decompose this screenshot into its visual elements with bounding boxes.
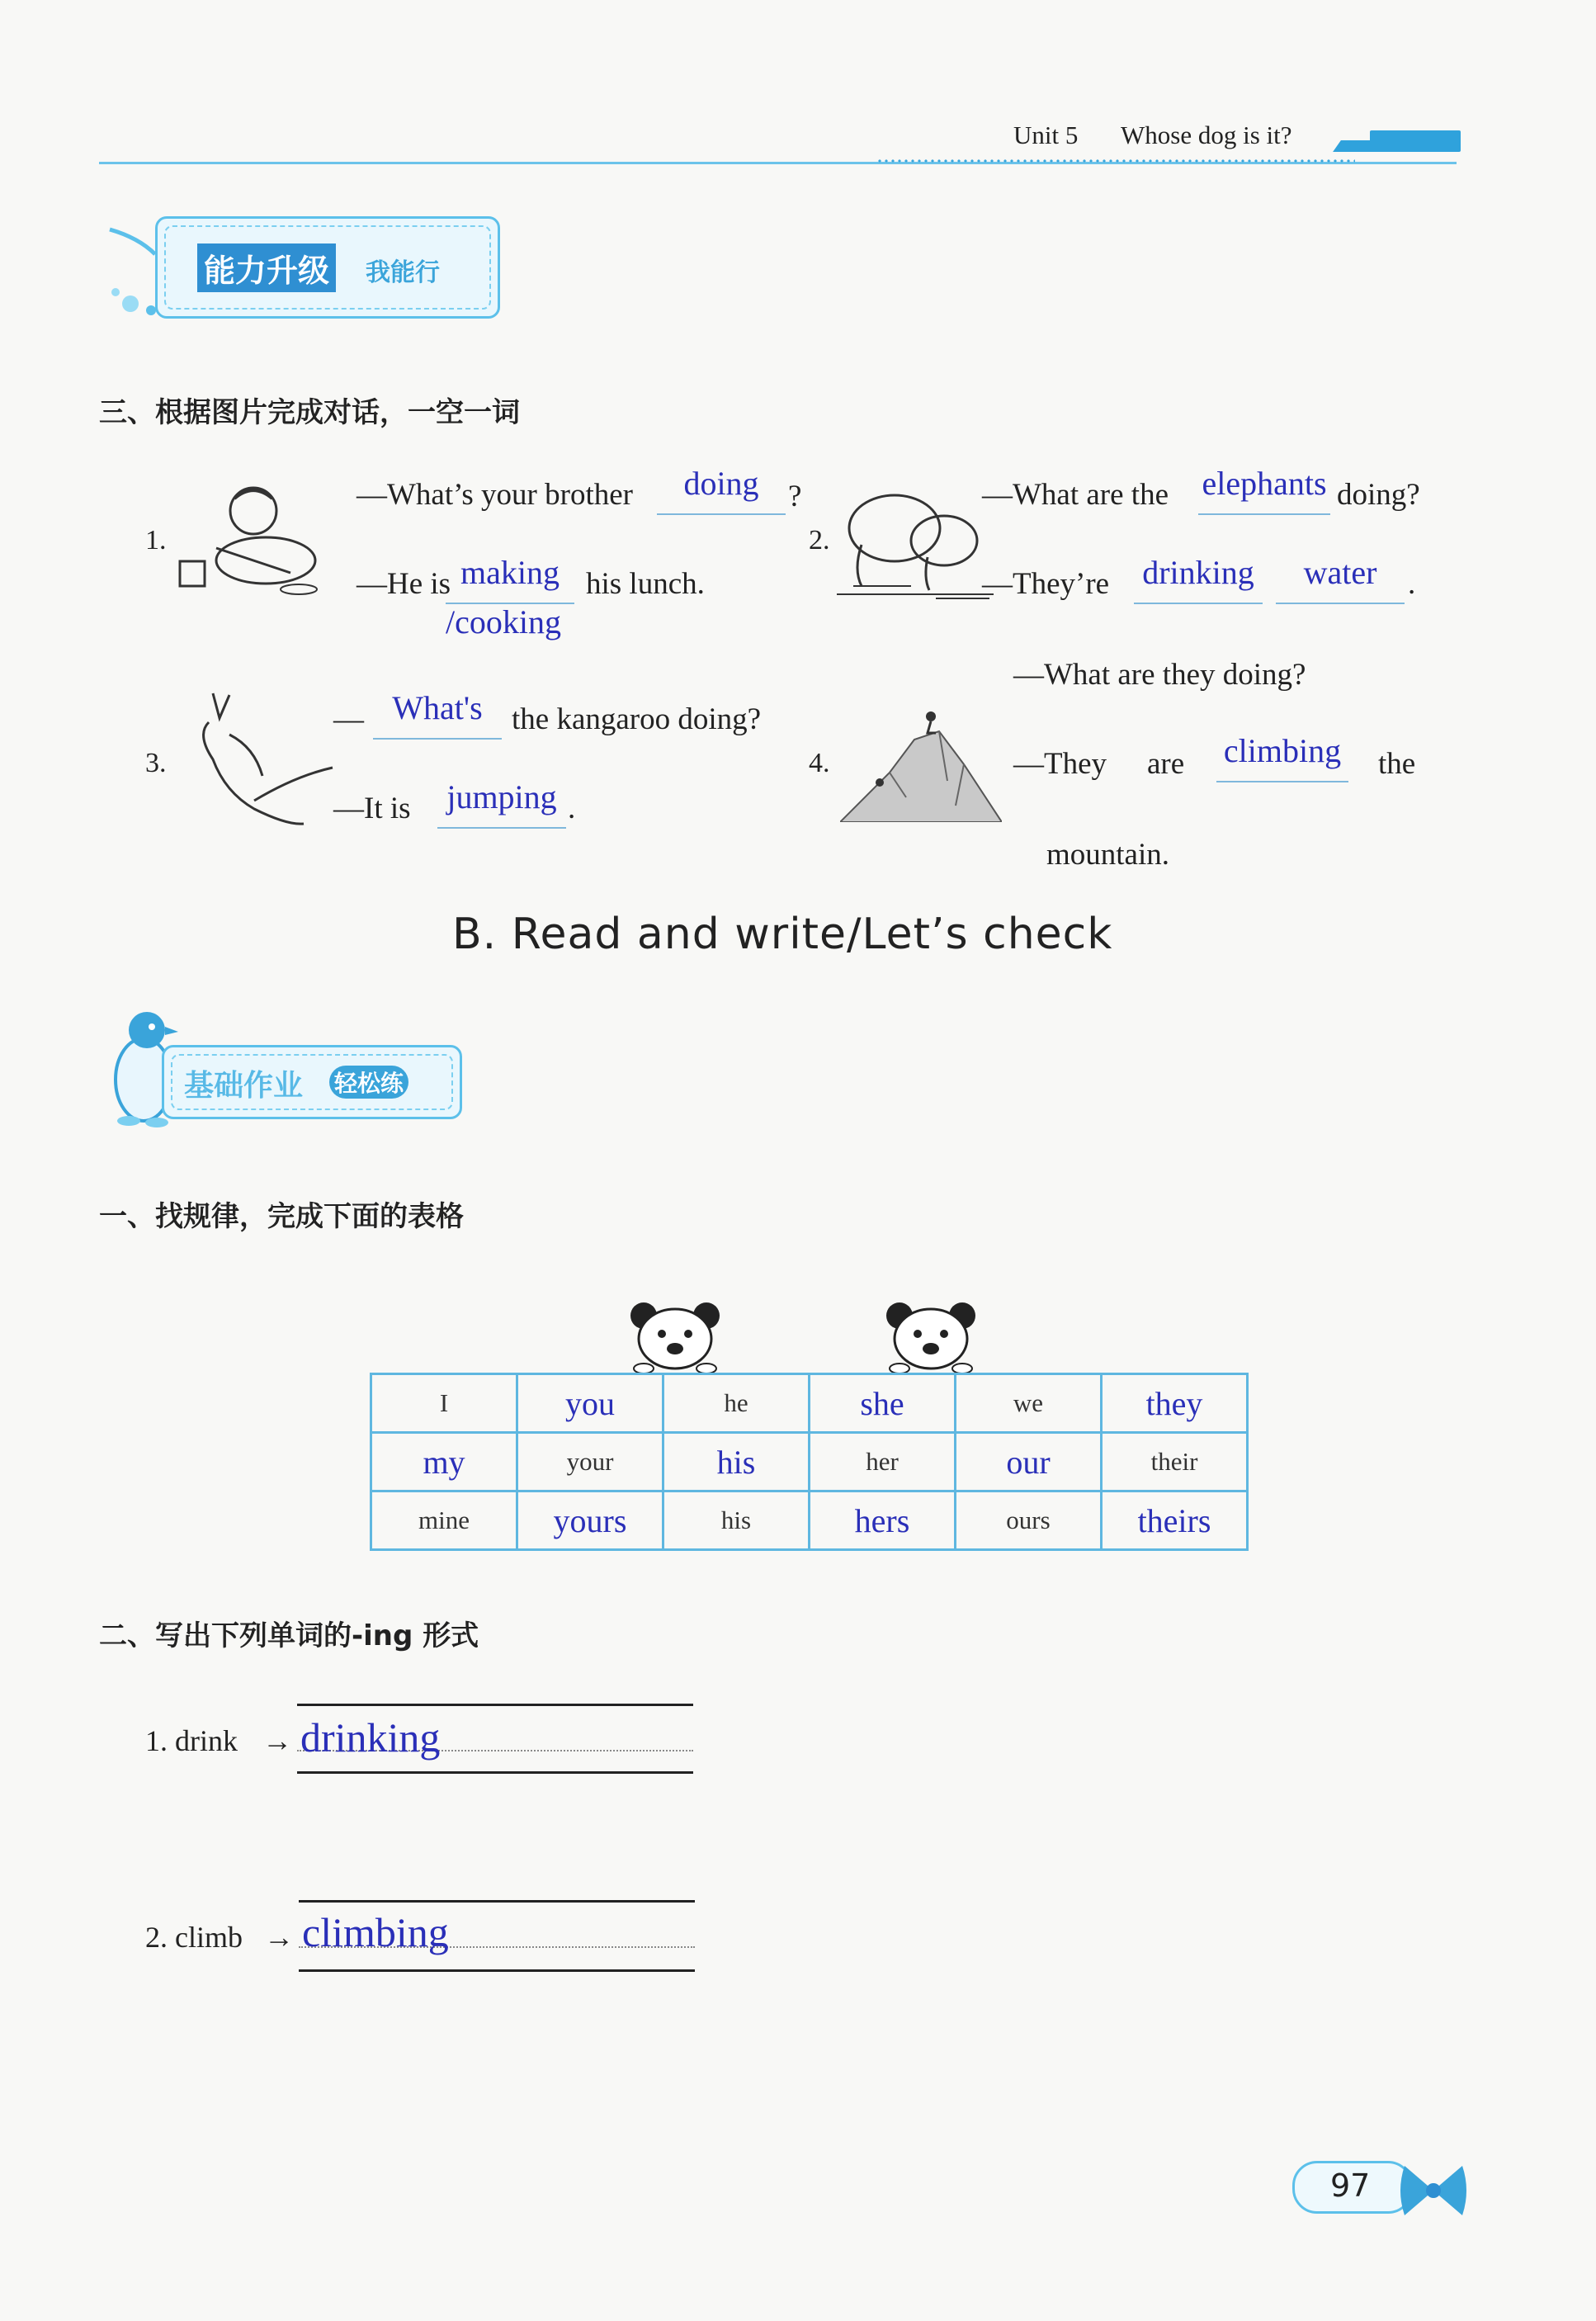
table-cell: her — [810, 1433, 956, 1491]
q1-blank-1[interactable] — [657, 513, 786, 515]
q3-line2-suffix: . — [568, 792, 576, 825]
table-cell-answer[interactable]: she — [810, 1374, 956, 1433]
q1-line1-suffix: ? — [788, 480, 802, 513]
q4-line0: —What are they doing? — [1013, 658, 1306, 692]
badge-basic-text: 基础作业 — [184, 1069, 304, 1103]
q4-blank-1[interactable] — [1216, 781, 1348, 782]
q4-line1-prefix: —They — [1013, 747, 1107, 781]
q1-line1-prefix: —What’s your brother — [357, 478, 633, 512]
ing-item-1-answer[interactable]: drinking — [300, 1714, 441, 1761]
q2-blank-2[interactable] — [1134, 603, 1263, 604]
table-cell: I — [371, 1374, 517, 1433]
bear-icon — [626, 1298, 725, 1373]
q3-line1-suffix: the kangaroo doing? — [512, 702, 762, 736]
q3-blank-2[interactable] — [437, 827, 566, 829]
kangaroo-illustration — [180, 685, 337, 834]
section-2-title: 二、写出下列单词的-ing 形式 — [99, 1619, 479, 1652]
section-badge-basic — [162, 1045, 462, 1119]
header-dots — [876, 158, 1355, 163]
q3-number: 3. — [145, 748, 167, 778]
badge-basic-soft: 轻松练 — [329, 1066, 408, 1099]
q1-line2-prefix: —He is — [357, 567, 451, 601]
pronoun-table — [370, 1373, 1249, 1551]
badge-ability-strong: 能力升级 — [197, 243, 336, 292]
q4-number: 4. — [809, 748, 830, 778]
q4-line1-mid: are — [1147, 747, 1185, 781]
q3-line2-prefix: —It is — [333, 792, 411, 825]
table-cell-answer[interactable]: my — [371, 1433, 517, 1491]
table-row — [371, 1433, 1248, 1491]
header-accent-bar — [1370, 130, 1461, 152]
table-cell: ours — [956, 1491, 1102, 1550]
writing-line-bottom — [299, 1969, 695, 1972]
arrow-icon: → — [264, 1921, 294, 1954]
mountain-climbers-illustration — [840, 707, 1002, 822]
q2-line2-suffix: . — [1408, 567, 1416, 601]
table-cell-answer[interactable]: they — [1102, 1374, 1248, 1433]
table-row — [371, 1491, 1248, 1550]
table-cell: mine — [371, 1491, 517, 1550]
q2-answer-3: water — [1303, 554, 1377, 591]
q1-number: 1. — [145, 525, 167, 555]
header-unit: Unit 5 — [1013, 121, 1079, 149]
writing-line-top — [299, 1900, 695, 1903]
table-cell: his — [663, 1491, 810, 1550]
table-cell-answer[interactable]: yours — [517, 1491, 663, 1550]
writing-line-bottom — [297, 1771, 693, 1774]
q2-line1-prefix: —What are the — [982, 478, 1169, 512]
table-cell-answer[interactable]: you — [517, 1374, 663, 1433]
lesson-title: B. Read and write/Let’s check — [452, 910, 1113, 959]
bear-icon — [881, 1298, 980, 1373]
q2-line1-suffix: doing? — [1337, 478, 1420, 512]
arrow-icon: → — [262, 1724, 292, 1757]
q3-blank-1[interactable] — [373, 738, 502, 740]
ing-item-2-answer[interactable]: climbing — [302, 1909, 449, 1955]
q1-line2-suffix: his lunch. — [586, 567, 705, 601]
table-cell: he — [663, 1374, 810, 1433]
q1-answer-2: making — [460, 554, 560, 591]
q3-answer-2: jumping — [446, 778, 557, 815]
ing-item-1-label: 1. drink — [145, 1724, 238, 1757]
table-row — [371, 1374, 1248, 1433]
table-cell: their — [1102, 1433, 1248, 1491]
table-cell-answer[interactable]: our — [956, 1433, 1102, 1491]
table-cell-answer[interactable]: theirs — [1102, 1491, 1248, 1550]
header-title: Whose dog is it? — [1121, 121, 1292, 149]
section-3-title: 三、根据图片完成对话，一空一词 — [99, 396, 520, 429]
badge-ability-soft: 我能行 — [366, 258, 440, 287]
section-badge-ability — [155, 216, 500, 319]
q4-line2: mountain. — [1046, 838, 1170, 872]
elephants-illustration — [837, 479, 994, 603]
table-cell: your — [517, 1433, 663, 1491]
q2-answer-1: elephants — [1202, 465, 1327, 502]
cooking-boy-illustration — [175, 482, 323, 598]
q2-blank-3[interactable] — [1276, 603, 1405, 604]
section-1-title: 一、找规律，完成下面的表格 — [99, 1200, 464, 1233]
table-cell-answer[interactable]: his — [663, 1433, 810, 1491]
writing-line-top — [297, 1704, 693, 1706]
ing-item-2-label: 2. climb — [145, 1921, 243, 1954]
page-number: 97 — [1330, 2167, 1371, 2204]
q2-answer-2: drinking — [1142, 554, 1254, 591]
q3-answer-1: What's — [392, 689, 483, 726]
q2-line2-prefix: —They’re — [982, 567, 1110, 601]
bow-icon — [1396, 2158, 1471, 2224]
q4-answer-1: climbing — [1223, 732, 1342, 769]
q1-answer-1: doing — [683, 465, 759, 502]
table-cell-answer[interactable]: hers — [810, 1491, 956, 1550]
q4-line1-suffix: the — [1378, 747, 1416, 781]
q1-answer-2-alt: /cooking — [446, 603, 561, 641]
q2-number: 2. — [809, 525, 830, 555]
table-cell: we — [956, 1374, 1102, 1433]
q3-line1-prefix: — — [333, 702, 364, 736]
q2-blank-1[interactable] — [1198, 513, 1330, 515]
